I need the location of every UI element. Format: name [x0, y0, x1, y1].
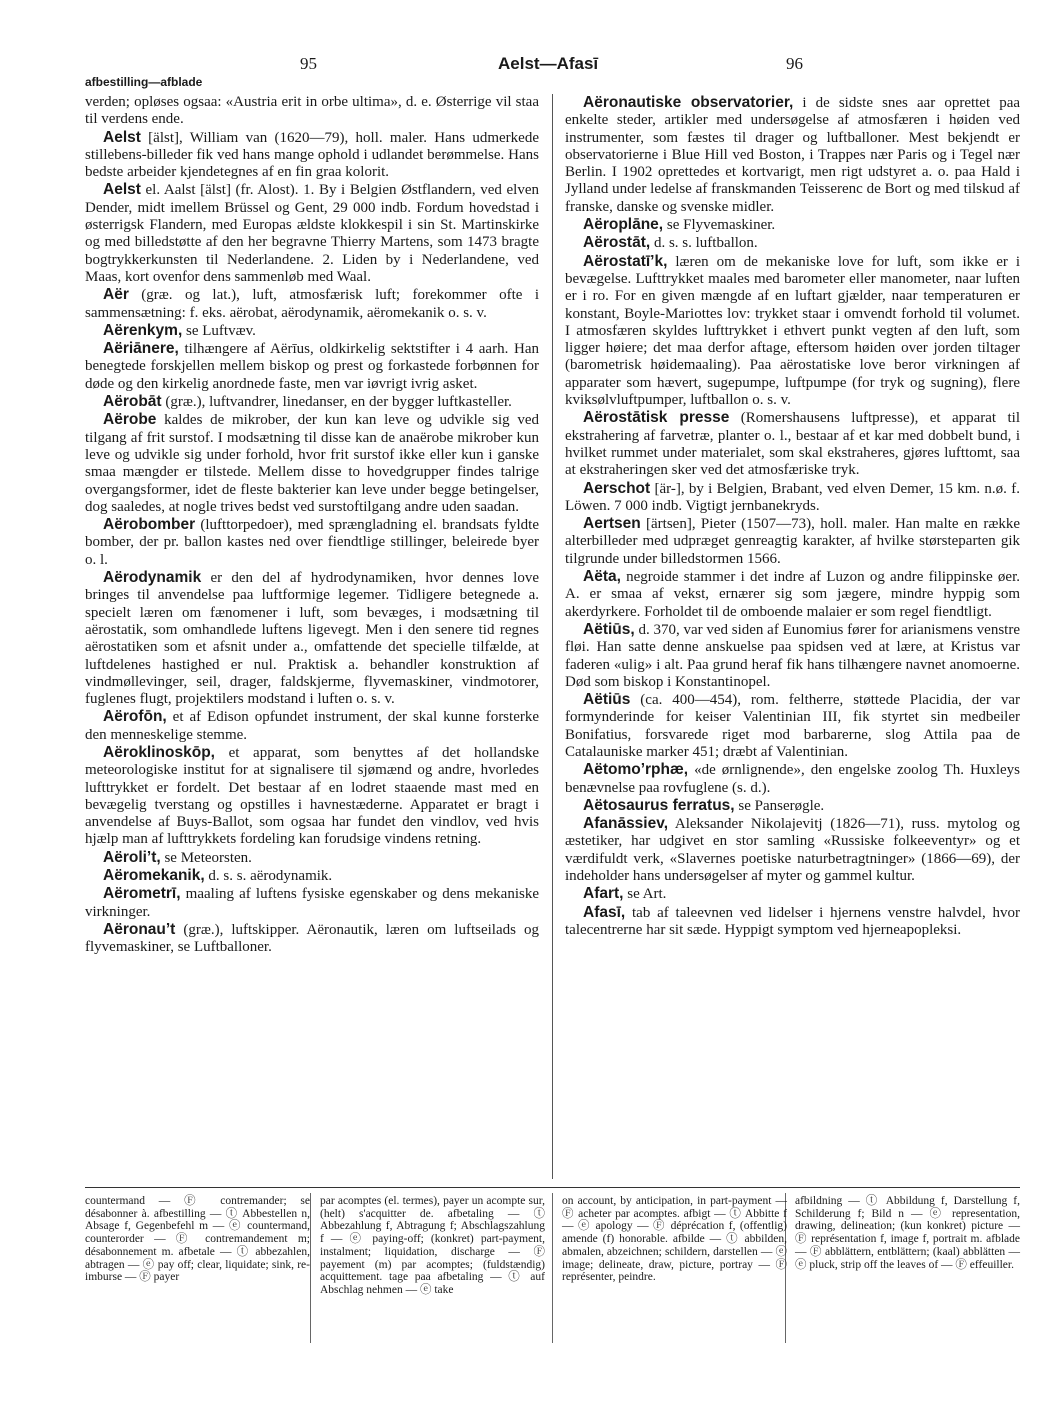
entry-headword: Aëroli’t,	[103, 848, 161, 866]
entry-text: d. 370, var ved siden af Eunomius fører for arianismens venstre fløi. Han satte denne anskuelse paa spidsen ved at lære, at Kristus var faderen «ulig» i alt. Paa grund heraf fik hans tilhængere navnet anomoerne. Død som biskop i Konstantinopel.	[565, 621, 1020, 690]
entry-text: d. s. s. luftballon.	[650, 235, 758, 252]
entry-headword: Aërobāt	[103, 393, 162, 411]
entry-text: se Panserøgle.	[734, 797, 825, 814]
entry-text: (ca. 400—454), rom. feltherre, støttede Placidia, der var formynderinde for keiser Valentinian III, fik styrtet sin medbeiler Bonifatius, forsvarede riget mod barbarerne, slog Attila paa de Catalauniske marker 451; dræbt af Valentinian.	[565, 692, 1020, 760]
entry-headword: Aëtiūs,	[583, 620, 635, 638]
entry-text: (lufttorpedoer), med sprængladning el. brandsats fyldte bomber, der pr. ballon kastes ned over fiendtlige stillinger, beleirede byer o. l.	[85, 517, 539, 568]
dictionary-entry	[85, 322, 539, 340]
entry-text: «de ørnlignende», den engelske zoolog Th. Huxleys benævnelse paa rovfuglene (s. d.).	[565, 762, 1020, 796]
footnote-column: on account, by anticipation, in part-payment — Ⓕ acheter par acomptes. afbigt — ⓣ Abbitte f — ⓔ apology — Ⓕ déprécation f, (offentlig) amende (f) honorable. afbilde — ⓣ abbilden, abmalen, abzeichnen; schildern, darstellen — ⓔ image; delineate, draw, picture, portray — Ⓕ représenter, peindre.	[562, 1195, 787, 1284]
dictionary-entry	[85, 921, 539, 957]
dictionary-entry	[565, 216, 1020, 234]
dictionary-entry	[85, 340, 539, 393]
entry-text: verden; opløses ogsaa: «Austria erit in orbe ultima», d. e. Østerrige vil staa til verdens ende.	[85, 94, 539, 128]
entry-headword: Aëtiūs	[583, 691, 631, 709]
entry-headword: Aëronau’t	[103, 920, 176, 938]
entry-headword: Aelst	[103, 181, 141, 199]
entry-headword: Aëtosaurus ferratus,	[583, 796, 735, 814]
dictionary-entry	[85, 569, 539, 708]
dictionary-entry	[85, 94, 539, 129]
dictionary-entry	[85, 708, 539, 744]
entry-headword: Aëromekanik,	[103, 867, 205, 885]
footnote-column: countermand — Ⓕ contremander; se désabonner à. afbestilling — ⓣ Abbestellen n, Absage f, Gegenbefehl m — ⓔ countermand, counterorder — Ⓕ contremandement m; désabonnement m. afbetale — ⓣ abbezahlen, abtragen — ⓔ pay off; clear, liquidate; sink, re-imburse — Ⓕ payer	[85, 1195, 310, 1284]
page-number-left: 95	[300, 54, 317, 73]
dictionary-entry	[85, 867, 539, 885]
entry-text: se Flyvemaskiner.	[663, 217, 776, 234]
entry-text: i de sidste snes aar oprettet paa enkelte steder, artikler med undersøgelse af atmosfæren i høiden ved instrumenter, som fæstes til drager og luftballoner. Mest bekjendt er observatorierne i Blue Hill ved Boston, i Trappes nær Paris og i Tegel nær Berlin. I 1902 oprettedes et kortvarigt, men rigt udstyret a. o. paa Hald i Jylland under ledelse af franskmanden Teisserenc de Bort og med tilskud af franske, danske og svenske midler.	[565, 95, 1021, 215]
entry-text: maaling af luftens fysiske egenskaber og dens mekaniske virkninger.	[85, 886, 539, 920]
entry-text: et apparat, som benyttes af det hollandske meteorologiske institut for at signalisere til sjømænd og andre, hvorledes lufttrykket er fordelt. Det bestaar af en lodret staaende mast med en bevægelig tverstang og opstilles i havnestæderne. Apparatet er bragt i anvendelse af Buys-Ballot, som ogsaa har fundet den vindlov, ved hvis hjælp man af lufttrykkets fordeling kan forudsige vindens retning.	[85, 744, 539, 848]
entry-text: kaldes de mikrober, der kun kan leve og udvikle sig ved tilgang af frit surstof. I modsætning til disse kan de anaërobe mikrober kun leve og udvikle sig under forhold, hvor frit surstof ikke eller kun i ganske smaa mængder er tilstede. Mellem disse to hovedgrupper findes talrige overgangsformer, idet de fleste bakterier kan leve under begge betingelser, dog saaledes, at nogle trives bedst ved surstoftilgang andre uden saadan.	[85, 412, 539, 515]
footnote-divider	[310, 1193, 311, 1343]
dictionary-entry	[565, 234, 1020, 252]
entry-text: (græ.), luftvandrer, linedanser, en der bygger luftkasteller.	[161, 394, 512, 411]
entry-headword: Aëriānere,	[103, 340, 179, 358]
dictionary-entry	[565, 691, 1020, 761]
dictionary-entry	[85, 849, 539, 867]
entry-headword: Aërostāt,	[583, 234, 651, 252]
entry-headword: Aërodynamik	[103, 569, 202, 587]
entry-headword: Aëroplāne,	[583, 216, 664, 234]
entry-headword: Afasī,	[583, 903, 626, 921]
left-column	[85, 94, 539, 957]
entry-headword: Aërobomber	[103, 516, 196, 534]
entry-text: (græ. og lat.), luft, atmosfærisk luft; forekommer ofte i sammensætning: f. eks. aërobat, aërodynamik, aëromekanik o. s. v.	[85, 287, 539, 321]
entry-headword: Aër	[103, 286, 129, 304]
dictionary-entry	[565, 815, 1020, 885]
dictionary-entry	[85, 411, 539, 516]
dictionary-entry	[565, 409, 1020, 479]
entry-text: se Meteorsten.	[160, 849, 252, 866]
entry-headword: Aerschot	[583, 479, 651, 497]
dictionary-entry	[565, 94, 1020, 216]
entry-headword: Aelst	[103, 128, 141, 146]
entry-headword: Aëronautiske observatorier,	[583, 94, 794, 111]
entry-text: er den del af hydrodynamiken, hvor dennes love bringes til anvendelse paa luftformige legemer. Tidligere betegnede a. specielt læren om fænomener i luft, som bevæges, i modsætning til aërostatik, som omhandlede luftens ligevegt. Men i den senere tid regnes aërostatiken som et afsnit under a., omfattende det specielle tilfælde, at luftdelenes hastighed er nul. Praktisk a. behandler konstruktion af vindmøllevinger, seil, drager, faldskjerme, flyvemaskiner, vindmotorer, fuglenes flugt, projektilers modstand i luften o. s. v.	[85, 570, 539, 708]
entry-text: [älst], William van (1620—79), holl. maler. Hans udmerkede stillebens-billeder fik ved hans mange ophold i udlandet berømmelse. Hans bedste arbeider kjendetegnes af en fin graa kolorit.	[85, 129, 539, 181]
dictionary-entry	[565, 253, 1020, 410]
dictionary-entry	[565, 621, 1020, 691]
entry-headword: Aëtomo’rphæ,	[583, 761, 689, 779]
entry-text: et af Edison opfundet instrument, der skal kunne forsterke den menneskelige stemme.	[85, 709, 539, 743]
entry-headword: Aëta,	[583, 568, 621, 586]
entry-text: d. s. s. aërodynamik.	[204, 868, 333, 885]
dictionary-entry	[565, 480, 1020, 516]
entry-text: (græ.), luftskipper. Aëronautik, læren om luftseilads og flyvemaskiner, se Luftballoner.	[85, 921, 539, 956]
dictionary-entry	[85, 129, 539, 182]
dictionary-entry	[85, 885, 539, 921]
right-column	[565, 94, 1020, 939]
entry-text: Aleksander Nikolajevitj (1826—71), russ. mytolog og æstetiker, har udgivet en stor samling «Russiske folkeeventyr» og et værdifuldt verk, «Slavernes poetiske naturbetragtninger» (1866—69), der indeholder hans undersøgelser af myter og gammel kultur.	[565, 816, 1020, 885]
entry-text: se Luftvæv.	[182, 322, 256, 339]
entry-text: læren om de mekaniske love for luft, som ikke er i bevægelse. Lufttrykket maales med barometer eller manometer, naar luften er i ro. For en given mængde af en luftart gjælder, naar temperaturen er konstant, Boyle-Mariottes lov: trykket staar i omvendt forhold til volumet. I atmosfæren skyldes lufttrykket i ethvert punkt vegten af den luft, som ligger høiere; det maa derfor aftage, eftersom høiden over jorden tiltager (barometrisk høidemaaling). Paa aërostatiske love beror virkningen af apparater som hævert, sugepumpe, luftpumpe (for tryk og sugning), flere kviksølvluftpumper, luftballon o. s. v.	[565, 253, 1020, 409]
column-divider	[552, 94, 553, 1179]
dictionary-entry	[565, 761, 1020, 797]
entry-text: tab af taleevnen ved lidelser i hjernens venstre halvdel, hvor talecentrerne har sit sæde. Hyppigt symptom ved hjerneapopleksi.	[565, 904, 1020, 938]
entry-text: (Romershausens luftpresse), et apparat til ekstrahering af farvetræ, planter o. l., bestaar af et kar med dobbelt bund, i hvilket rummet under materialet, som skal ekstraheres, gjøres lufttomt, saa at ekstraheringen sker ved det atmosfæriske tryk.	[565, 410, 1020, 479]
entry-text: [ärtsen], Pieter (1507—73), holl. maler. Han malte en række alterbilleder med udpræget genreagtig karakter, af hvilke størsteparten gik tilgrunde under billedstormen 1566.	[565, 516, 1020, 567]
dictionary-entry	[565, 568, 1020, 621]
entry-headword: Aërostatī’k,	[583, 252, 668, 270]
page-number-right: 96	[786, 54, 803, 73]
entry-headword: Aertsen	[583, 515, 641, 533]
page-title: Aelst—Afasī	[498, 54, 599, 73]
footnote-column: par acomptes (el. termes), payer un acompte sur, (helt) s'acquitter de. afbetaling — ⓣ Abbezahlung f, Abtragung f; Abschlagszahlung f — ⓔ paying-off; (konkret) part-payment, instalment; liquidation, discharge — Ⓕ payement (m) par acomptes; (fuldstændig) acquittement. tage paa afbetaling — ⓣ auf Abschlag nehmen — ⓔ take	[320, 1195, 545, 1296]
dictionary-entry	[85, 516, 539, 569]
footnote-column: afbildning — ⓣ Abbildung f, Darstellung f, Schilderung f; Bild n — ⓔ representation, drawing, delineation; (kun konkret) picture — Ⓕ représentation f, image f, portrait m. afblade — Ⓕ abblättern, entblättern; (kaal) abblätten — ⓔ pluck, strip off the leaves of — Ⓕ effeuiller.	[795, 1195, 1020, 1271]
footnote-divider	[552, 1193, 553, 1343]
running-head: afbestilling—afblade	[85, 75, 203, 89]
dictionary-entry	[85, 181, 539, 286]
entry-text: tilhængere af Aërīus, oldkirkelig sektstifter i 4 aarh. Han benegtede forskjellen mellem biskop og prest og forkastede forbønnen for døde og den kirkelig anordnede faste, men var iøvrigt ivrig asket.	[85, 341, 539, 392]
dictionary-entry	[85, 286, 539, 322]
entry-text: negroide stammer i det indre af Luzon og andre filippinske øer. A. er smaa af vekst, ernærer sig som jægere, mindre hyppig som akerdyrkere. Forholdet til de omboende malaier er som regel fiendtligt.	[565, 569, 1020, 620]
entry-text: se Art.	[623, 886, 667, 903]
entry-headword: Aëroklinoskōp,	[103, 743, 215, 761]
entry-headword: Aërofōn,	[103, 708, 167, 726]
entry-headword: Afanāssiev,	[583, 815, 669, 833]
entry-headword: Afart,	[583, 885, 624, 903]
entry-text: [är-], by i Belgien, Brabant, ved elven Demer, 15 km. n.ø. f. Löwen. 7 000 indb. Vigtigt jernbanekryds.	[565, 480, 1020, 514]
dictionary-entry	[565, 885, 1020, 903]
dictionary-entry	[565, 904, 1020, 940]
entry-text: el. Aalst [älst] (fr. Alost). 1. By i Belgien Østflandern, ved elven Dender, midt imellem Brüssel og Gent, 29 000 indb. Fordum hovedstad i østerrigsk Flandern, med Europas ældste klokkespil i sin St. Martinskirke og med billedstøtte af den her begravne Thierry Martens, som 1473 bragte bogtrykkerkunsten til Nederlandene. 2. Liden by i Nederlandene, ved Maas, kort ovenfor dens sammenløb med Waal.	[85, 182, 539, 285]
entry-headword: Aërenkym,	[103, 321, 183, 339]
entry-headword: Aërometrī,	[103, 885, 181, 903]
dictionary-entry	[565, 515, 1020, 568]
entry-headword: Aërobe	[103, 411, 157, 429]
entry-headword: Aërostātisk presse	[583, 409, 730, 427]
dictionary-entry	[85, 393, 539, 411]
footnote-rule	[85, 1187, 1020, 1188]
dictionary-entry	[565, 797, 1020, 815]
dictionary-entry	[85, 744, 539, 849]
